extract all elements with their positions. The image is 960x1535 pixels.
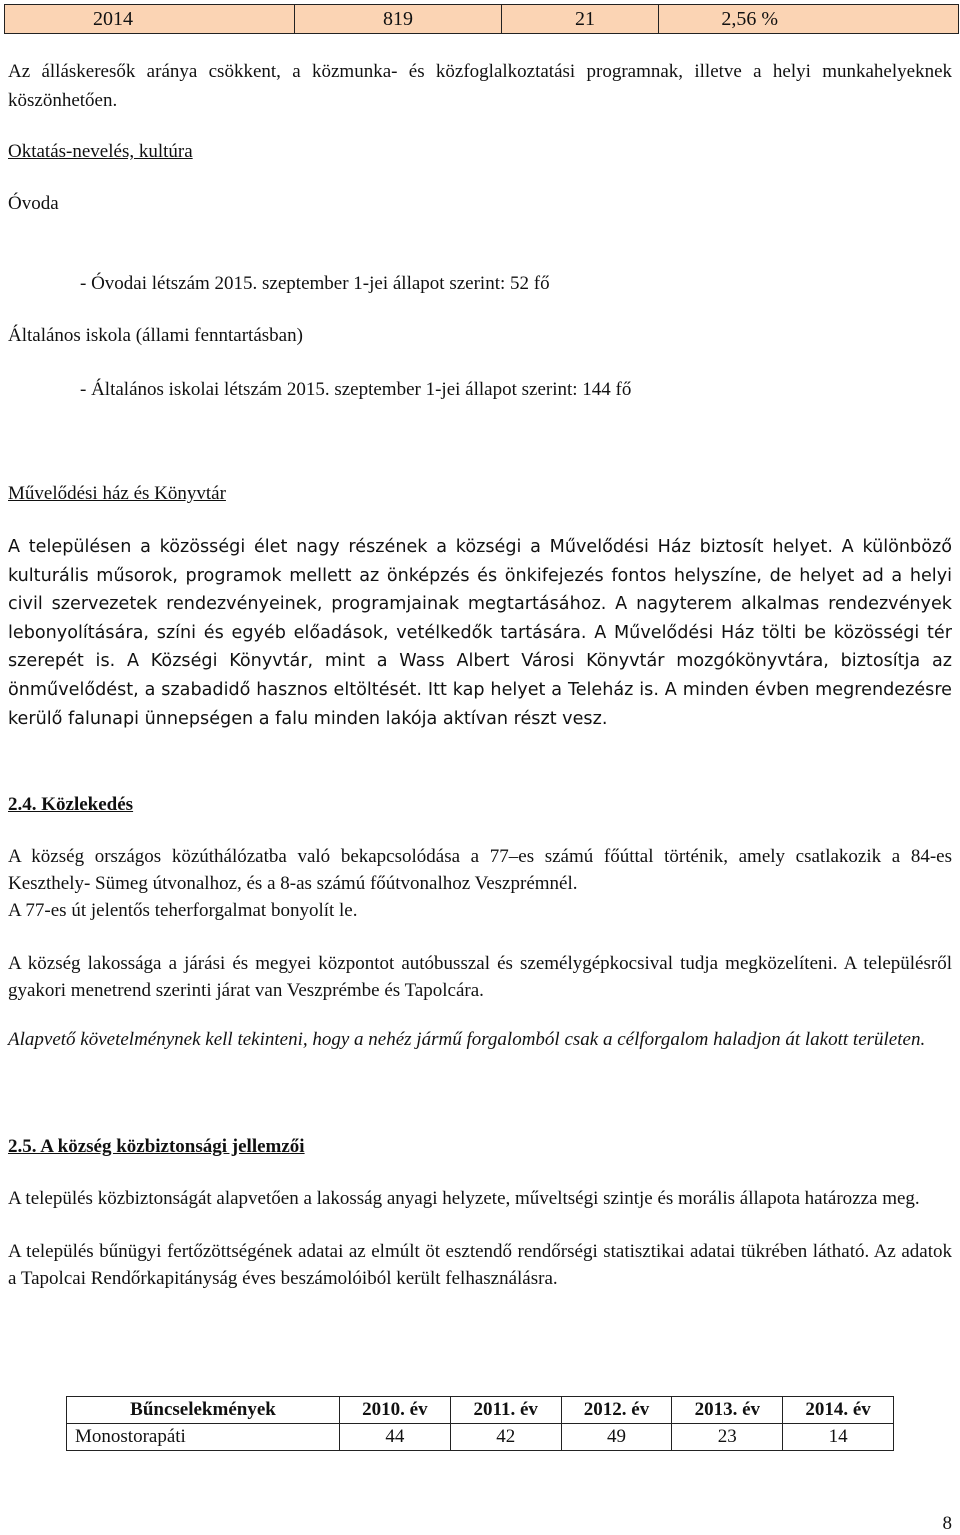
header-2012: 2012. év (561, 1397, 672, 1424)
heading-transport: 2.4. Közlekedés (8, 794, 134, 815)
crime-statistics-table (66, 1396, 894, 1451)
paragraph-transport-1: A község országos közúthálózatba való bekapcsolódása a 77–es számú főúttal történik, amely csatlakozik a 84-es Keszthely- Sümeg útvonalhoz, és a 8-as számú főútvonalhoz Veszprémnél. (8, 846, 952, 894)
paragraph-security-2: A település bűnügyi fertőzöttségének adatai az elmúlt öt esztendő rendőrségi statisztikai adatai tükrében látható. Az adatok a Tapolcai Rendőrkapitányság éves beszámolóiból került felhasználásra. (8, 1241, 952, 1289)
list-item-kindergarten: - Óvodai létszám 2015. szeptember 1-jei állapot szerint: 52 fő (80, 273, 550, 294)
heading-culture: Művelődési ház és Könyvtár (8, 483, 226, 504)
heading-school: Általános iskola (állami fenntartásban) (8, 325, 303, 346)
header-2011: 2011. év (450, 1397, 561, 1424)
page-number: 8 (942, 1513, 952, 1534)
cell-2010: 44 (340, 1424, 451, 1451)
top-stats-table (4, 4, 959, 34)
header-2014: 2014. év (783, 1397, 894, 1424)
table-row (67, 1424, 894, 1451)
heading-education: Oktatás-nevelés, kultúra (8, 141, 193, 162)
heading-security: 2.5. A község közbiztonsági jellemzői (8, 1136, 305, 1157)
paragraph-unemployment: Az álláskeresők aránya csökkent, a közmunka- és közfoglalkoztatási programnak, illetve a helyi munkahelyeknek köszönhetően. (8, 61, 952, 111)
cell-2014: 14 (783, 1424, 894, 1451)
paragraph-transport-3: Alapvető követelménynek kell tekinteni, hogy a nehéz jármű forgalomból csak a célforgalom haladjon át lakott területen. (8, 1029, 926, 1050)
paragraph-security-1: A település közbiztonságát alapvetően a lakosság anyagi helyzete, műveltségi szintje és morális állapota határozza meg. (8, 1188, 920, 1209)
cell-2011: 42 (450, 1424, 561, 1451)
cell-2013: 23 (672, 1424, 783, 1451)
table-header-row (67, 1397, 894, 1424)
header-2013: 2013. év (672, 1397, 783, 1424)
cell-2012: 49 (561, 1424, 672, 1451)
paragraph-transport-2: A község lakossága a járási és megyei központot autóbusszal és személygépkocsival tudja megközelíteni. A településről gyakori menetrend szerinti járat van Veszprémbe és Tapolcára. (8, 953, 952, 1001)
heading-kindergarten: Óvoda (8, 193, 59, 214)
list-item-school: - Általános iskolai létszám 2015. szeptember 1-jei állapot szerint: 144 fő (80, 379, 632, 400)
cell-value-1: 819 (295, 5, 502, 34)
header-crimes: Bűncselekmények (67, 1397, 340, 1424)
paragraph-transport-1b: A 77-es út jelentős teherforgalmat bonyolít le. (8, 900, 358, 921)
paragraph-culture: A településen a közösségi élet nagy részének a községi a Művelődési Ház biztosít helyet. A különböző kulturális műsorok, programok mellett az önképzés és önkifejezés fontos helyszíne, de helyet ad a helyi civil szervezetek rendezvényeinek, programjainak megtartásához. A nagyterem alkalmas rendezvények lebonyolítására, színi és egyéb előadások, vetélkedők tartására. A Művelődési Ház tölti be közösségi tér szerepét is. A Községi Könyvtár, mint a Wass Albert Városi Könyvtár mozgókönyvtára, biztosítja az önművelődést, a szabadidő hasznos eltöltését. Itt kap helyet a Teleház is. A minden évben megrendezésre kerülő falunapi ünnepségen a falu minden lakója aktívan részt vesz. (8, 537, 952, 729)
cell-settlement: Monostorapáti (67, 1424, 340, 1451)
cell-value-2: 21 (502, 5, 659, 34)
table-row (5, 5, 959, 34)
cell-year: 2014 (5, 5, 295, 34)
cell-percent: 2,56 % (659, 5, 959, 34)
header-2010: 2010. év (340, 1397, 451, 1424)
